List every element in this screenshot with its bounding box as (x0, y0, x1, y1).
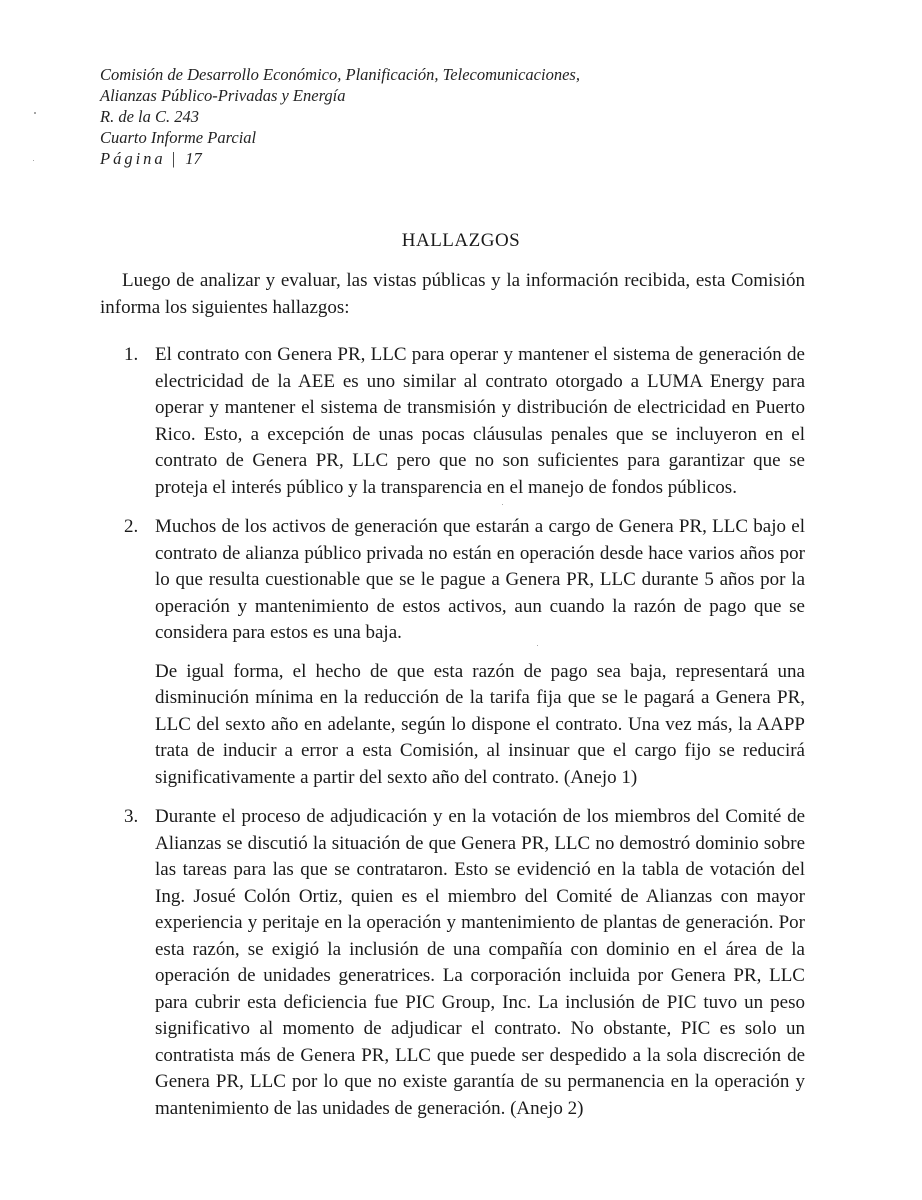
page-separator: | (171, 149, 176, 168)
header-committee-line-1: Comisión de Desarrollo Económico, Planificación, Telecomunicaciones, (100, 65, 580, 84)
finding-number: 1. (124, 344, 139, 365)
scan-speck (537, 645, 538, 646)
header-page-line (100, 148, 580, 169)
scan-speck (502, 504, 503, 505)
intro-paragraph: Luego de analizar y evaluar, las vistas públicas y la información recibida, esta Comisión informa los siguientes hallazgos: (100, 270, 805, 318)
document-header (100, 64, 580, 169)
header-report-name: Cuarto Informe Parcial (100, 128, 257, 147)
section-title: HALLAZGOS (401, 230, 521, 251)
header-committee-line-2: Alianzas Público-Privadas y Energía (100, 86, 346, 105)
scan-speck (34, 112, 36, 114)
finding-item-3 (100, 804, 805, 1122)
finding-paragraph: El contrato con Genera PR, LLC para operar y mantener el sistema de generación de electricidad de la AEE es uno similar al contrato otorgado a LUMA Energy para operar y mantener el sistema de transmisión y distribución de electricidad en Puerto Rico. Esto, a excepción de unas pocas cláusulas penales que se incluyeron en el contrato de Genera PR, LLC pero que no son suficientes para garantizar que se proteja el interés público y la transparencia en el manejo de fondos públicos. (155, 344, 805, 498)
header-resolution-number: R. de la C. 243 (100, 107, 199, 126)
finding-paragraph: Durante el proceso de adjudicación y en la votación de los miembros del Comité de Alianzas se discutió la situación de que Genera PR, LLC no demostró dominio sobre las tareas para las que se contrataron. Esto se evidenció en la tabla de votación del Ing. Josué Colón Ortiz, quien es el miembro del Comité de Alianzas con mayor experiencia y peritaje en la operación y mantenimiento de plantas de generación. Por esta razón, se exigió la inclusión de una compañía con dominio en el área de la operación de unidades generatrices. La corporación incluida por Genera PR, LLC para cubrir esta deficiencia fue PIC Group, Inc. La inclusión de PIC tuvo un peso significativo al momento de adjudicar el contrato. No obstante, PIC es solo un contratista más de Genera PR, LLC que puede ser despedido a la sola discreción de Genera PR, LLC por lo que no existe garantía de su permanencia en la operación y mantenimiento de las unidades de generación. (Anejo 2) (155, 806, 805, 1119)
scan-speck (33, 160, 34, 161)
page-number: 17 (185, 149, 202, 168)
finding-item-1 (100, 342, 805, 501)
finding-item-2 (100, 514, 805, 791)
finding-number: 2. (124, 516, 139, 537)
finding-paragraph-continuation: De igual forma, el hecho de que esta razón de pago sea baja, representará una disminución mínima en la reducción de la tarifa fija que se le pagará a Genera PR, LLC del sexto año en adelante, según lo dispone el contrato. Una vez más, la AAPP trata de inducir a error a esta Comisión, al insinuar que el cargo fijo se reducirá significativamente a partir del sexto año del contrato. (Anejo 1) (155, 660, 805, 788)
page-label: Página (100, 149, 166, 168)
finding-paragraph: Muchos de los activos de generación que estarán a cargo de Genera PR, LLC bajo el contrato de alianza público privada no están en operación desde hace varios años por lo que resulta cuestionable que se le pague a Genera PR, LLC durante 5 años por la operación y mantenimiento de estos activos, aun cuando la razón de pago que se considera para estos es una baja. (155, 516, 805, 643)
finding-number: 3. (124, 806, 139, 827)
